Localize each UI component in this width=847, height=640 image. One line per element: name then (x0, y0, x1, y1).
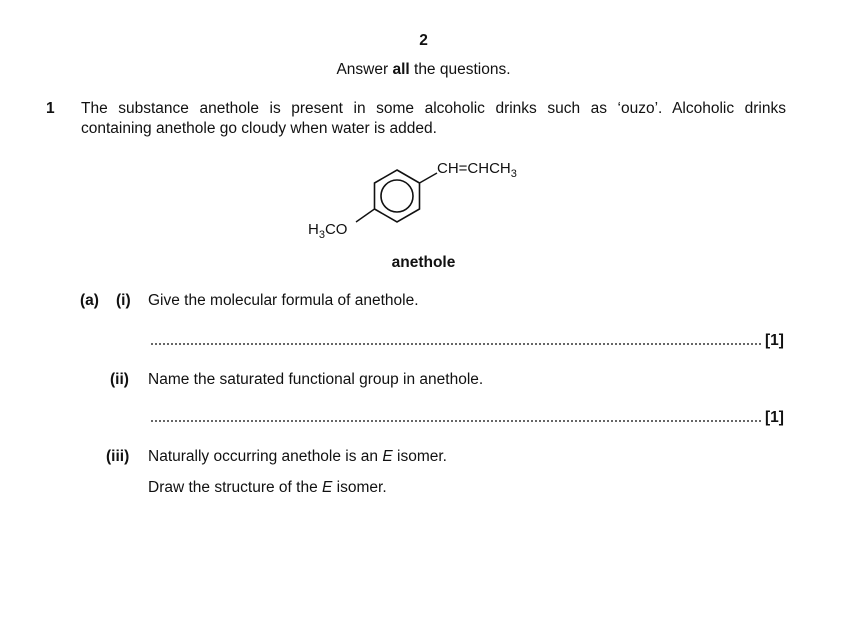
sub-question-iii-instruction (148, 479, 387, 497)
instruction-text-before: Answer (336, 61, 393, 78)
instruction-text-after: the questions. (409, 61, 511, 78)
methoxy-co-text: CO (324, 221, 348, 238)
answer-line-i[interactable] (150, 343, 761, 345)
part-a-label: (a) (80, 292, 99, 309)
iii-instruction-before: Draw the structure of the (148, 479, 323, 496)
sub-question-iii-text (148, 448, 447, 466)
iii-text-before: Naturally occurring anethole is an (148, 448, 383, 465)
page-number: 2 (419, 32, 428, 49)
propenyl-subscript: 3 (510, 168, 517, 180)
structure-caption: anethole (391, 254, 456, 271)
propenyl-bond (420, 173, 438, 183)
methoxy-bond (356, 209, 375, 222)
aromatic-circle (381, 180, 413, 212)
drawing-answer-area[interactable] (148, 505, 788, 625)
answer-line-ii[interactable] (150, 420, 761, 422)
methoxy-group-label (308, 221, 347, 241)
iii-instruction-isomer-letter: E (322, 479, 333, 496)
sub-question-i-label: (i) (116, 292, 131, 309)
sub-question-ii-label: (ii) (110, 371, 129, 388)
exam-instruction (0, 61, 847, 79)
marks-i: [1] (765, 332, 784, 349)
propenyl-group-label (437, 160, 517, 180)
sub-question-i-text: Give the molecular formula of anethole. (148, 292, 419, 309)
sub-question-iii-label: (iii) (106, 448, 130, 465)
iii-instruction-after: isomer. (332, 479, 387, 496)
iii-text-after: isomer. (392, 448, 447, 465)
iii-text-isomer-letter: E (382, 448, 393, 465)
question-intro-line-2: containing anethole go cloudy when water is added. (81, 120, 437, 137)
instruction-emphasis: all (392, 61, 410, 78)
marks-ii: [1] (765, 409, 784, 426)
question-number: 1 (46, 100, 55, 117)
methoxy-subscript: 3 (318, 229, 325, 241)
sub-question-ii-text: Name the saturated functional group in anethole. (148, 371, 484, 388)
propenyl-group-text: CH=CHCH (437, 160, 511, 177)
methoxy-h-text: H (308, 221, 319, 238)
question-intro-line-1: The substance anethole is present in some alcoholic drinks such as ‘ouzo’. Alcoholic drinks (81, 100, 786, 117)
anethole-structure (290, 150, 550, 250)
